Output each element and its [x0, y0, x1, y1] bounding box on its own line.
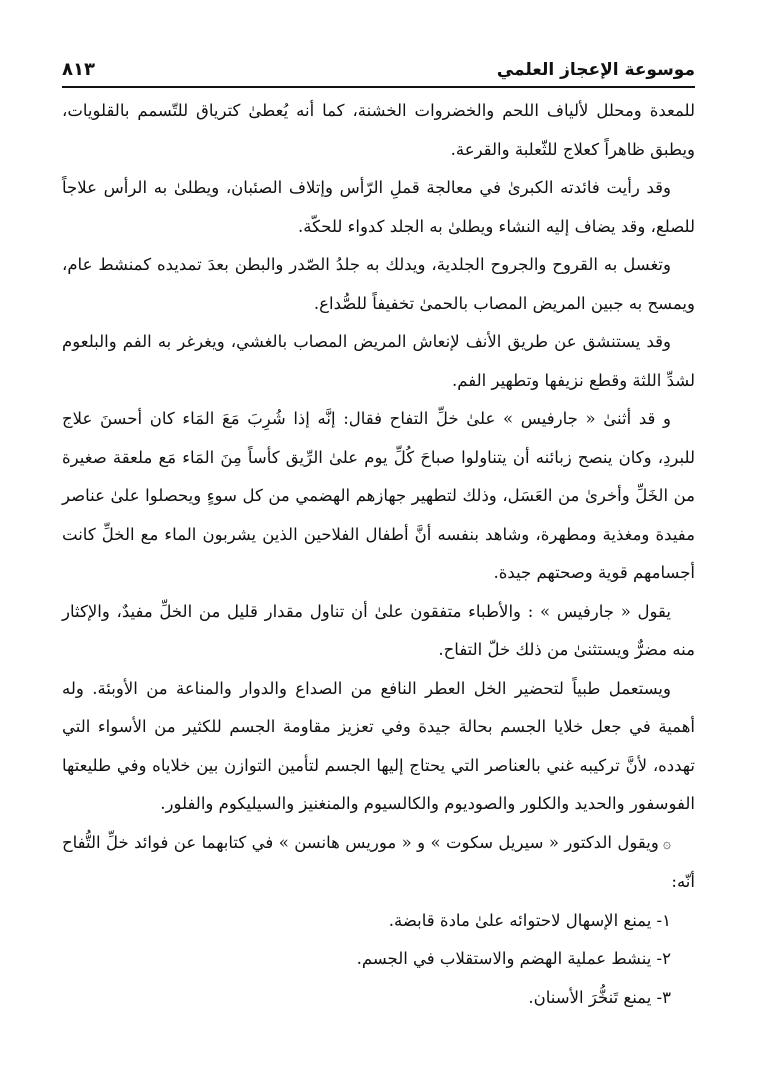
bullet-paragraph-text: ويقول الدكتور « سيريل سكوت » و « موريس هانسن » في كتابهما عن فوائد خلِّ التُّفاح أنّه:: [62, 832, 695, 891]
list-item-3: ٣- يمنع تَنخُّرَ الأسنان.: [528, 987, 671, 1007]
header-rule: [62, 86, 695, 88]
list-item-1: ١- يمنع الإسهال لاحتوائه علىٰ مادة قابضة.: [388, 910, 671, 930]
page-header: [62, 50, 695, 84]
bullet-paragraph: [62, 824, 695, 902]
ornament-icon: ۞: [662, 835, 671, 852]
page-body: [62, 92, 695, 1017]
paragraph-1: للمعدة ومحلل لألياف اللحم والخضروات الخشنة، كما أنه يُعطىٰ كترياق للتّسمم بالقلويات، ويطبق ظاهراً كعلاج للثّعلبة والقرعة.: [62, 101, 695, 159]
paragraph-5: و قد أثنىٰ « جارفيس » علىٰ خلِّ التفاح فقال: إنَّه إذا شُرِبَ مَعَ المَاء كان أحسنَ علاج للبردِ، وكان ينصح زبائنه أن يتناولوا صباحَ كُلِّ يوم علىٰ الرِّيق كأساً مِنَ المَاء مَع ملعقة صغيرة من الخَلِّ وأخرىٰ من العَسَل، وذلك لتطهير جهازهم الهضمي من كل سوءٍ ويحصلوا علىٰ عناصر مفيدة ومغذية ومطهرة، وشاهد بنفسه أنَّ أطفال الفلاحين الذين يشربون الماء مع الخلِّ كانت أجسامهم قوية وصحتهم جيدة.: [62, 409, 695, 582]
paragraph-2: وقد رأيت فائدته الكبرىٰ في معالجة قملِ الرّأس وإتلاف الصئبان، ويطلىٰ به الرأس علاجاً للصلع، وقد يضاف إليه النشاء ويطلىٰ به الجلد كدواء للحكّة.: [62, 178, 695, 236]
list-item-2: ٢- ينشط عملية الهضم والاستقلاب في الجسم.: [356, 949, 671, 968]
page-number: ٨١٣: [62, 59, 95, 80]
paragraph-3: وتغسل به القروح والجروح الجلدية، ويدلك به جلدُ الصّدر والبطن بعدَ تمديده كمنشط عام، ويمسح به جبين المريض المصاب بالحمىٰ تخفيفاً للصُّداع.: [62, 255, 695, 313]
paragraph-6: يقول « جارفيس » : والأطباء متفقون علىٰ أن تناول مقدار قليل من الخلِّ مفيدٌ، والإكثار منه مضرٌّ ويستثنىٰ من ذلك خلّ التفاح.: [62, 601, 695, 659]
running-title: موسوعة الإعجاز العلمي: [496, 60, 695, 80]
paragraph-7: ويستعمل طبياً لتحضير الخل العطر النافع من الصداع والدوار والمناعة من الأوبئة. وله أهمية في جعل خلايا الجسم بحالة جيدة وفي تعزيز مقاومة الجسم للكثير من الأسواء التي تهدده، لأنَّ تركيبه غني بالعناصر التي يحتاج إليها الجسم لتأمين التوازن بين خلاياه وفي طليعتها الفوسفور والحديد والكلور والصوديوم والكالسيوم والمنغنيز والسيليكوم والفلور.: [62, 678, 695, 813]
paragraph-4: وقد يستنشق عن طريق الأنف لإنعاش المريض المصاب بالغشي، ويغرغر به الفم والبلعوم لشدِّ اللثة وقطع نزيفها وتطهير الفم.: [62, 332, 695, 390]
